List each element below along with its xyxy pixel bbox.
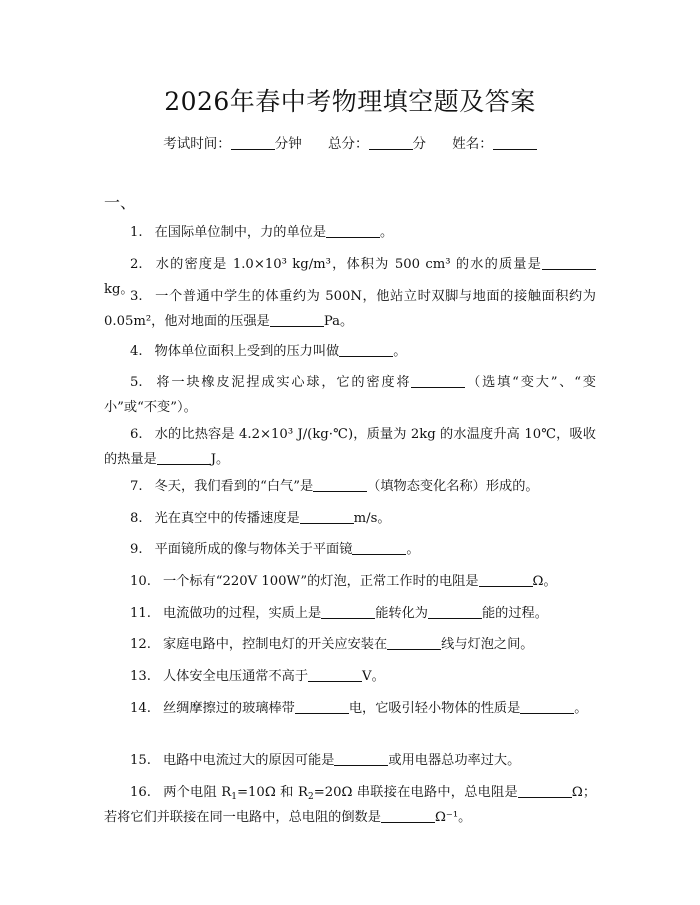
question-number: 9. (130, 542, 143, 557)
question-number: 5. (130, 375, 143, 390)
question-text: 光在真空中的传播速度是 (154, 511, 300, 526)
question-text: 两个电阻 R (162, 785, 232, 800)
answer-blank[interactable] (542, 255, 596, 270)
question-text: 能转化为 (375, 606, 428, 621)
answer-blank[interactable] (518, 783, 572, 798)
question-number: 6. (130, 427, 143, 442)
subscript: 2 (307, 792, 314, 802)
question-3 (104, 284, 596, 334)
question-number: 14. (130, 701, 151, 716)
question-text: （选填“变大”、“变小”或“不变”）。 (104, 375, 596, 415)
question-text: 一个普通中学生的体重约为 500N，他站立时双脚与地面的接触面积约为 0.05m²，他对地面的压强是 (104, 289, 596, 329)
question-text: J。 (210, 452, 230, 467)
question-text: 将一块橡皮泥捏成实心球，它的密度将 (154, 375, 412, 390)
question-number: 2. (130, 257, 143, 272)
question-text: 物体单位面积上受到的压力叫做 (154, 344, 340, 359)
question-number: 15. (130, 753, 151, 768)
question-text: 。 (393, 344, 407, 359)
answer-blank[interactable] (479, 572, 533, 587)
answer-blank[interactable] (321, 604, 375, 619)
question-number: 13. (130, 669, 151, 684)
question-number: 7. (130, 479, 143, 494)
question-text: Ω；若将它们并联接在同一电路中，总电阻的倒数是 (104, 785, 597, 825)
answer-blank[interactable] (352, 540, 406, 555)
question-text: 家庭电路中，控制电灯的开关应安装在 (162, 637, 388, 652)
question-text: Ω⁻¹。 (434, 810, 472, 825)
question-9 (104, 537, 596, 562)
question-4 (104, 339, 596, 364)
question-text: 人体安全电压通常不高于 (162, 669, 309, 684)
answer-blank[interactable] (334, 751, 388, 766)
score-blank[interactable] (369, 135, 413, 150)
answer-blank[interactable] (339, 342, 393, 357)
question-15 (104, 748, 596, 773)
answer-blank[interactable] (270, 312, 324, 327)
question-number: 10. (130, 574, 151, 589)
question-text: 水的密度是 1.0×10³ kg/m³，体积为 500 cm³ 的水的质量是 (154, 257, 542, 272)
question-6 (104, 422, 596, 472)
question-text: 一个标有“220V 100W”的灯泡，正常工作时的电阻是 (162, 574, 479, 589)
question-number: 11. (130, 606, 151, 621)
question-1 (104, 220, 596, 245)
score-label: 总分： (328, 136, 369, 152)
question-text: V。 (362, 669, 385, 684)
answer-blank[interactable] (157, 450, 211, 465)
answer-blank[interactable] (300, 509, 354, 524)
question-12 (104, 632, 596, 657)
question-number: 16. (130, 785, 151, 800)
section-heading: 一、 (104, 193, 137, 212)
question-text: 在国际单位制中，力的单位是 (154, 225, 327, 240)
question-number: 4. (130, 344, 143, 359)
name-blank[interactable] (493, 135, 537, 150)
question-number: 12. (130, 637, 151, 652)
answer-blank[interactable] (428, 604, 482, 619)
question-text: Pa。 (323, 314, 354, 329)
question-8 (104, 506, 596, 531)
question-text: 丝绸摩擦过的玻璃棒带 (162, 701, 295, 716)
question-text: （填物态变化名称）形成的。 (367, 479, 539, 494)
question-text: 能的过程。 (481, 606, 548, 621)
time-blank[interactable] (231, 135, 275, 150)
answer-blank[interactable] (381, 808, 435, 823)
question-11 (104, 601, 596, 626)
answer-blank[interactable] (411, 373, 465, 388)
question-13 (104, 664, 596, 689)
question-text: kg。 (104, 282, 134, 297)
question-5 (104, 370, 596, 420)
answer-blank[interactable] (313, 477, 367, 492)
question-number: 1. (130, 225, 143, 240)
time-label: 考试时间： (163, 136, 231, 152)
question-text: 电，它吸引轻小物体的性质是 (348, 701, 521, 716)
question-10 (104, 569, 596, 594)
question-number: 3. (130, 289, 143, 304)
answer-blank[interactable] (326, 223, 380, 238)
question-number: 8. (130, 511, 143, 526)
question-text: 电路中电流过大的原因可能是 (162, 753, 335, 768)
question-14 (104, 696, 596, 721)
question-text: Ω。 (532, 574, 557, 589)
answer-blank[interactable] (295, 699, 349, 714)
question-text: 。 (574, 701, 588, 716)
question-text: 或用电器总功率过大。 (388, 753, 521, 768)
question-text: 。 (406, 542, 420, 557)
question-text: =10Ω 和 R (236, 785, 308, 800)
page-title: 2026年春中考物理填空题及答案 (164, 87, 536, 116)
question-text: 冬天，我们看到的“白气”是 (154, 479, 314, 494)
question-text: m/s。 (353, 511, 391, 526)
question-text: 平面镜所成的像与物体关于平面镜 (154, 542, 353, 557)
question-text: 。 (380, 225, 394, 240)
name-label: 姓名： (452, 136, 493, 152)
score-unit: 分 (412, 136, 426, 152)
answer-blank[interactable] (387, 635, 441, 650)
question-16 (104, 780, 596, 830)
question-text: 电流做功的过程，实质上是 (162, 606, 322, 621)
subscript: 1 (231, 792, 237, 802)
time-unit: 分钟 (274, 136, 302, 152)
question-7 (104, 474, 596, 499)
answer-blank[interactable] (520, 699, 574, 714)
question-text: 水的比热容是 4.2×10³ J/(kg·℃)，质量为 2kg 的水温度升高 10℃，吸收的热量是 (104, 427, 596, 467)
answer-blank[interactable] (308, 667, 362, 682)
question-text: 线与灯泡之间。 (441, 637, 534, 652)
question-text: =20Ω 串联接在电路中，总电阻是 (313, 785, 518, 800)
exam-meta-line (0, 132, 700, 152)
